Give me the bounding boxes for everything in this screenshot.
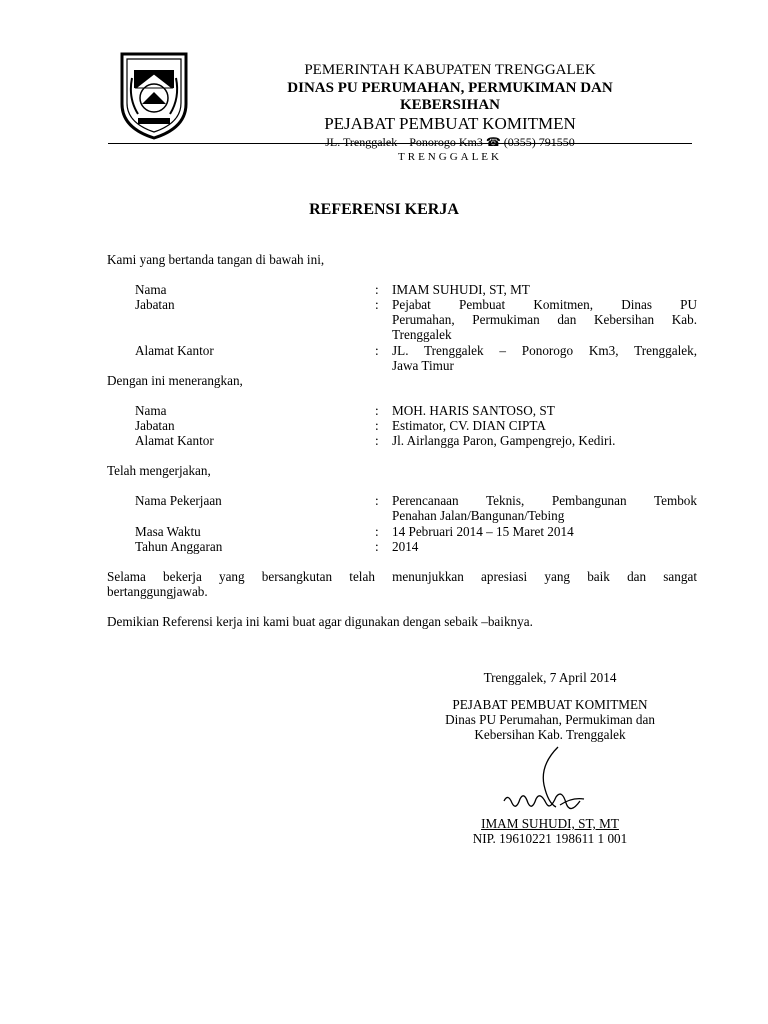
- job-budget-year-value: 2014: [392, 539, 419, 554]
- worker-address-value: Jl. Airlangga Paron, Gampengrejo, Kediri.: [392, 433, 616, 448]
- job-budget-year-label: Tahun Anggaran: [135, 539, 223, 554]
- signer-name-label: Nama: [135, 282, 167, 297]
- letterhead-divider: [108, 143, 692, 144]
- appreciation-paragraph-line2: bertanggungjawab.: [107, 584, 208, 599]
- regency-emblem-logo: [118, 48, 190, 140]
- job-name-label: Nama Pekerjaan: [135, 493, 222, 508]
- signer-office-line1: Dinas PU Perumahan, Permukiman dan: [445, 712, 655, 727]
- letterhead-address: JL. Trenggalek – Ponorogo Km3 ☎ (0355) 791550: [325, 135, 575, 149]
- signer-address-label: Alamat Kantor: [135, 343, 214, 358]
- closing-paragraph: Demikian Referensi kerja ini kami buat agar digunakan dengan sebaik –baiknya.: [107, 614, 533, 629]
- declares-text: Dengan ini menerangkan,: [107, 373, 243, 388]
- worker-position-label: Jabatan: [135, 418, 175, 433]
- letterhead-department-line1: DINAS PU PERUMAHAN, PERMUKIMAN DAN: [287, 80, 613, 96]
- worker-name-value: MOH. HARIS SANTOSO, ST: [392, 403, 555, 418]
- colon: :: [375, 343, 379, 358]
- signer-office-line2: Kebersihan Kab. Trenggalek: [474, 727, 626, 742]
- worker-position-value: Estimator, CV. DIAN CIPTA: [392, 418, 546, 433]
- letterhead-office: PEJABAT PEMBUAT KOMITMEN: [324, 114, 576, 133]
- intro-text: Kami yang bertanda tangan di bawah ini,: [107, 252, 325, 267]
- signer-name: IMAM SUHUDI, ST, MT: [481, 816, 619, 831]
- letterhead-department-line2: KEBERSIHAN: [399, 97, 501, 113]
- worker-address-label: Alamat Kantor: [135, 433, 214, 448]
- colon: :: [375, 539, 379, 554]
- colon: :: [375, 403, 379, 418]
- signer-position-value-line3: Trenggalek: [392, 327, 452, 342]
- handwritten-signature: [500, 745, 590, 823]
- letterhead-city: TRENGGALEK: [398, 151, 502, 163]
- colon: :: [375, 524, 379, 539]
- document-title: REFERENSI KERJA: [309, 201, 459, 218]
- letterhead-government: PEMERINTAH KABUPATEN TRENGGALEK: [304, 62, 596, 78]
- colon: :: [375, 433, 379, 448]
- signer-address-value-line2: Jawa Timur: [392, 358, 454, 373]
- signer-name-value: IMAM SUHUDI, ST, MT: [392, 282, 530, 297]
- signer-nip: NIP. 19610221 198611 1 001: [472, 831, 628, 846]
- job-period-value: 14 Pebruari 2014 – 15 Maret 2014: [392, 524, 574, 539]
- colon: :: [375, 282, 379, 297]
- job-period-label: Masa Waktu: [135, 524, 201, 539]
- signer-position-title: PEJABAT PEMBUAT KOMITMEN: [452, 697, 648, 712]
- signer-address-value-line1: JL. Trenggalek – Ponorogo Km3, Trenggalek,: [392, 343, 697, 358]
- worked-text: Telah mengerjakan,: [107, 463, 211, 478]
- appreciation-paragraph-line1: Selama bekerja yang bersangkutan telah menunjukkan apresiasi yang baik dan sangat: [107, 569, 697, 584]
- colon: :: [375, 418, 379, 433]
- signer-position-value-line1: Pejabat Pembuat Komitmen, Dinas PU: [392, 297, 697, 312]
- signer-position-label: Jabatan: [135, 297, 175, 312]
- worker-name-label: Nama: [135, 403, 167, 418]
- place-date: Trenggalek, 7 April 2014: [483, 670, 617, 685]
- job-name-value-line1: Perencanaan Teknis, Pembangunan Tembok: [392, 493, 697, 508]
- job-name-value-line2: Penahan Jalan/Bangunan/Tebing: [392, 508, 565, 523]
- colon: :: [375, 493, 379, 508]
- colon: :: [375, 297, 379, 312]
- signer-position-value-line2: Perumahan, Permukiman dan Kebersihan Kab.: [392, 312, 697, 327]
